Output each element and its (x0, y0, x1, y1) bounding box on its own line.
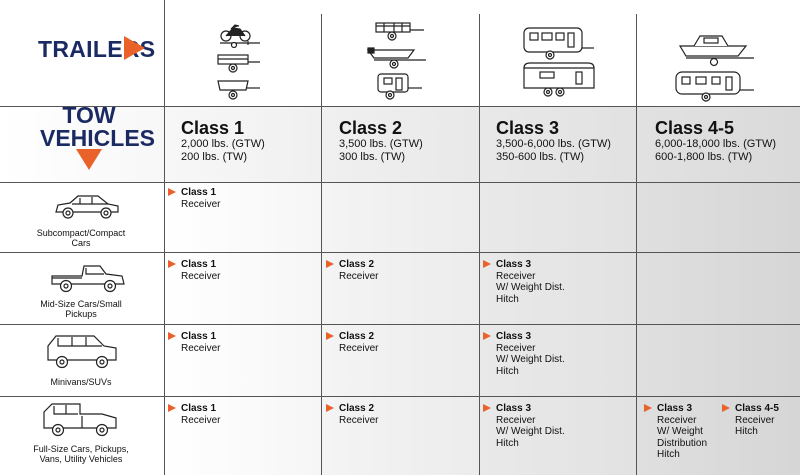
cabin-boat-icon (676, 28, 756, 66)
gross-trailer-weight: 2,000 lbs. (GTW) (181, 138, 265, 150)
tongue-weight: 350-600 lbs. (TW) (496, 151, 585, 163)
class-title: Class 2 (339, 118, 403, 138)
class-title: Class 3 (496, 118, 560, 138)
grid-line (321, 14, 322, 475)
gross-trailer-weight: 3,500-6,000 lbs. (GTW) (496, 138, 611, 150)
hitch-class: Class 1 (181, 259, 220, 271)
hitch-class: Class 4-5 (735, 403, 779, 414)
trailers-heading: TRAILERS (38, 36, 156, 62)
car-icon (52, 192, 122, 222)
grid-line (164, 0, 165, 475)
hitch-class: Class 1 (181, 187, 220, 199)
class-title: Class 4-5 (655, 118, 735, 138)
class-title: Class 1 (181, 118, 245, 138)
hitch-cell (339, 403, 378, 426)
hitch-description: Receiver Hitch (735, 414, 775, 437)
hitch-cell (181, 259, 220, 282)
hitch-description: Receiver W/ Weight Dist. Hitch (496, 270, 565, 305)
hitch-cell (496, 403, 565, 449)
motorcycle-trailer-icon (218, 22, 262, 48)
hitch-cell (496, 259, 565, 305)
hitch-class: Class 3 (657, 403, 707, 415)
utility-trailer-icon (210, 78, 262, 102)
tongue-weight: 600-1,800 lbs. (TW) (655, 151, 753, 163)
hitch-class: Class 3 (496, 259, 565, 271)
utility-trailer-icon (212, 52, 262, 74)
class-3-header (496, 118, 611, 164)
gross-trailer-weight: 6,000-18,000 lbs. (GTW) (655, 138, 777, 150)
class-1-header (181, 118, 265, 164)
pickup-icon (48, 260, 128, 296)
suv-icon (44, 332, 120, 372)
grid-line (636, 14, 637, 475)
hitch-cell (339, 331, 378, 354)
travel-trailer-icon (672, 68, 758, 104)
hitch-class: Class 3 (496, 331, 565, 343)
fifth-wheel-icon (520, 60, 600, 100)
hitch-cell (339, 259, 378, 282)
right-arrow-icon (124, 36, 145, 60)
hitch-cell (735, 403, 779, 438)
hitch-description: Receiver W/ Weight Distribution Hitch (657, 414, 708, 460)
grid-line (0, 396, 800, 397)
boat-trailer-icon (364, 44, 430, 70)
hitch-description: Receiver (181, 342, 221, 354)
hitch-description: Receiver (339, 270, 379, 282)
vehicle-type-label: Full-Size Cars, Pickups, Vans, Utility Vehicles (33, 444, 129, 464)
gross-trailer-weight: 3,500 lbs. (GTW) (339, 138, 423, 150)
hitch-cell (181, 187, 220, 210)
hitch-class: Class 1 (181, 403, 220, 415)
class-2-header (339, 118, 423, 164)
down-arrow-icon (76, 149, 102, 170)
hitch-description: Receiver W/ Weight Dist. Hitch (496, 342, 565, 377)
hitch-description: Receiver (181, 198, 221, 210)
hitch-cell (181, 331, 220, 354)
hitch-class: Class 2 (339, 259, 378, 271)
utility-trailer-icon (370, 20, 426, 42)
grid-line (479, 14, 480, 475)
grid-line (0, 182, 800, 183)
class-4-5-header (655, 118, 776, 164)
hitch-description: Receiver (181, 270, 221, 282)
tow-vehicles-heading: TOW VEHICLES (40, 102, 156, 151)
pop-up-camper-icon (374, 70, 424, 102)
hitch-description: Receiver (181, 414, 221, 426)
truck-icon (40, 400, 120, 440)
tongue-weight: 200 lbs. (TW) (181, 151, 248, 163)
hitch-description: Receiver (339, 414, 379, 426)
hitch-cell (657, 403, 707, 461)
grid-line (0, 252, 800, 253)
hitch-class: Class 2 (339, 331, 378, 343)
vehicle-type-label: Mid-Size Cars/Small Pickups (40, 299, 122, 319)
hitch-cell (496, 331, 565, 377)
hitch-class: Class 2 (339, 403, 378, 415)
hitch-description: Receiver W/ Weight Dist. Hitch (496, 414, 565, 449)
vehicle-type-label: Subcompact/Compact Cars (36, 228, 126, 248)
hitch-class: Class 3 (496, 403, 565, 415)
grid-line (0, 324, 800, 325)
travel-trailer-icon (520, 24, 596, 62)
hitch-cell (181, 403, 220, 426)
tongue-weight: 300 lbs. (TW) (339, 151, 406, 163)
hitch-description: Receiver (339, 342, 379, 354)
vehicle-type-label: Minivans/SUVs (50, 377, 112, 387)
hitch-class: Class 1 (181, 331, 220, 343)
